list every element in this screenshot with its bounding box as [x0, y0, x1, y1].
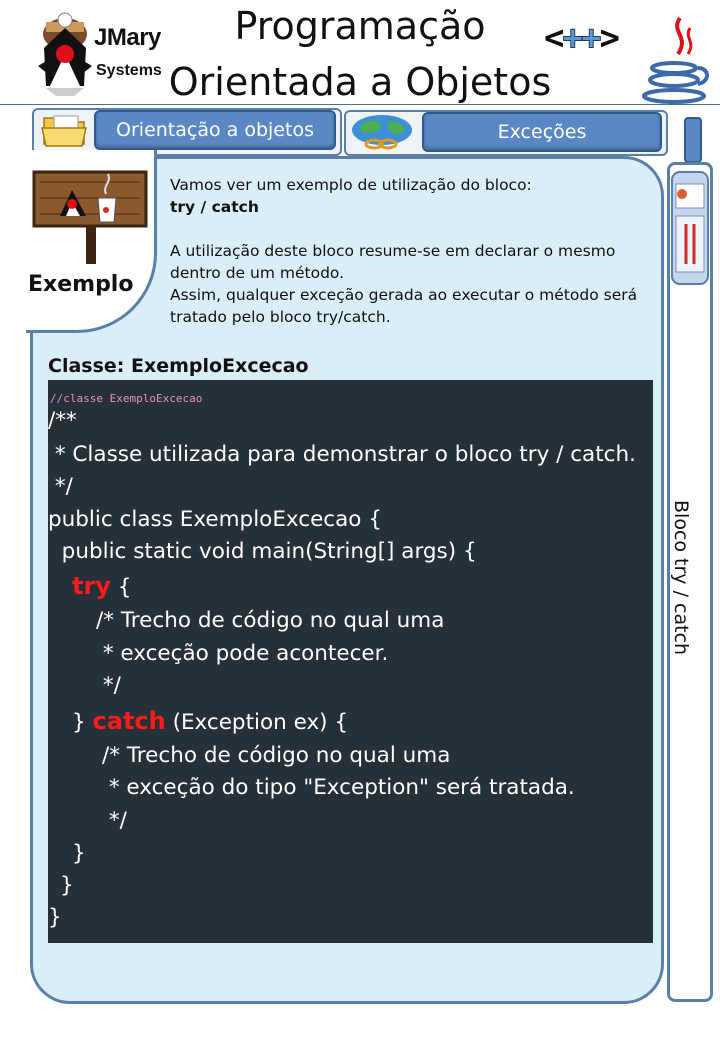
logo-subtitle: Systems [96, 62, 162, 79]
page-title-line1: Programação [234, 4, 486, 48]
code-line: //classe ExemploExcecao [50, 392, 203, 405]
sidebar-tab[interactable] [684, 117, 702, 163]
code-line: } [60, 873, 74, 898]
intro-para2: Assim, qualquer exceção gerada ao executar o método será tratado pelo bloco try/catch. [170, 286, 638, 326]
globe-icon [348, 112, 418, 150]
header-divider [0, 104, 720, 105]
code-block [48, 380, 653, 943]
folder-icon [40, 110, 92, 150]
newspaper-icon [668, 166, 712, 286]
code-line: } catch (Exception ex) { [72, 707, 349, 735]
code-line: * exceção pode acontecer. [96, 641, 389, 666]
cpp-plus: ++ [562, 18, 600, 58]
code-line: * Classe utilizada para demonstrar o bloco try / catch. [48, 442, 636, 467]
code-line: public static void main(String[] args) { [48, 539, 477, 564]
page-title-line2: Orientada a Objetos [168, 60, 552, 104]
class-title: Classe: ExemploExcecao [48, 355, 309, 377]
cpp-logo [544, 18, 618, 58]
logo-name: JMary [94, 24, 161, 51]
nav-button-oop[interactable]: Orientação a objetos [94, 110, 336, 150]
code-line: /* Trecho de código no qual uma [102, 743, 451, 768]
intro-bold: try / catch [170, 198, 259, 216]
code-line: /** [48, 408, 77, 433]
signpost-duke-icon [32, 168, 148, 264]
catch-keyword: catch [92, 707, 166, 735]
code-line: try { [72, 572, 132, 600]
code-line: */ [48, 474, 73, 499]
code-line: /* Trecho de código no qual uma [96, 608, 445, 633]
duke-mascot-icon [34, 8, 96, 98]
try-keyword: try [72, 572, 111, 600]
sidebar-label: Bloco try / catch [670, 500, 692, 656]
intro-line1: Vamos ver um exemplo de utilização do bloco: [170, 176, 532, 194]
code-line: } [72, 841, 86, 866]
code-line: * exceção do tipo "Exception" será tratada. [102, 775, 575, 800]
code-line: public class ExemploExcecao { [48, 507, 382, 532]
jmary-logo [34, 8, 96, 98]
intro-para1: A utilização deste bloco resume-se em declarar o mesmo dentro de um método. [170, 242, 616, 282]
cpp-left: < [544, 18, 563, 58]
code-line: } [48, 905, 62, 930]
intro-text [170, 174, 650, 328]
cpp-right: > [599, 18, 618, 58]
code-line: */ [102, 808, 127, 833]
java-cup-icon [640, 14, 712, 106]
example-label: Exemplo [28, 272, 134, 297]
nav-button-exceptions[interactable]: Exceções [422, 112, 662, 152]
code-line: */ [96, 673, 121, 698]
